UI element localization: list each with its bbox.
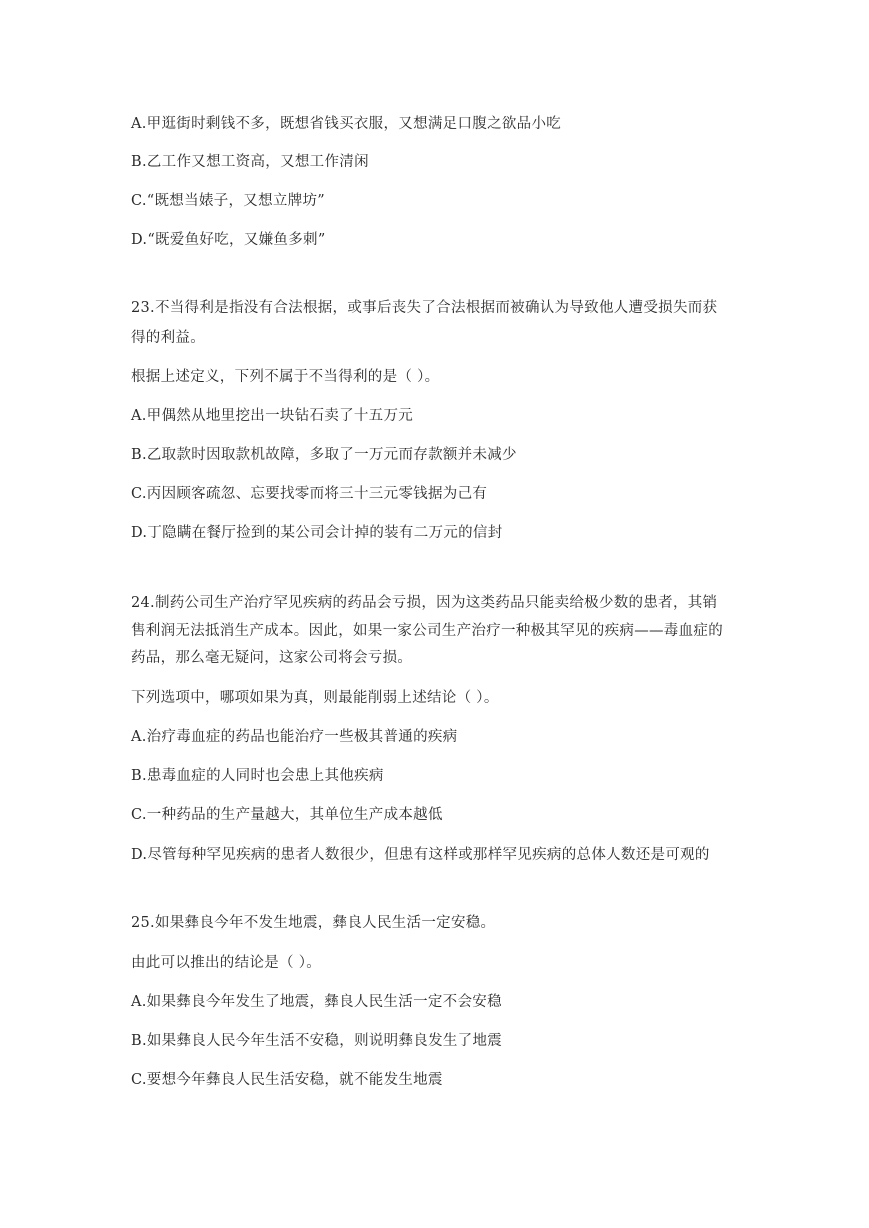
q22-option-d: D.“既爱鱼好吃，又嫌鱼多刺” xyxy=(131,232,326,248)
q24-option-c: C.一种药品的生产量越大，其单位生产成本越低 xyxy=(131,807,443,823)
q24-stem-line-1: 24.制药公司生产治疗罕见疾病的药品会亏损，因为这类药品只能卖给极少数的患者，其销 xyxy=(131,595,718,611)
q23-option-d: D.丁隐瞒在餐厅捡到的某公司会计掉的装有二万元的信封 xyxy=(131,525,503,541)
q23-option-a: A.甲偶然从地里挖出一块钻石卖了十五万元 xyxy=(131,408,414,424)
q25-option-b: B.如果彝良人民今年生活不安稳，则说明彝良发生了地震 xyxy=(131,1033,503,1049)
q24-option-d: D.尽管每种罕见疾病的患者人数很少，但患有这样或那样罕见疾病的总体人数还是可观的 xyxy=(131,847,710,863)
q22-option-c: C.“既想当婊子，又想立牌坊” xyxy=(131,193,326,209)
q25-question: 由此可以推出的结论是（ ）。 xyxy=(131,955,322,971)
q22-option-a: A.甲逛街时剩钱不多，既想省钱买衣服，又想满足口腹之欲品小吃 xyxy=(131,116,562,132)
q25-option-a: A.如果彝良今年发生了地震，彝良人民生活一定不会安稳 xyxy=(131,994,502,1010)
q24-stem-line-3: 药品，那么毫无疑问，这家公司将会亏损。 xyxy=(131,650,413,666)
q24-stem-line-2: 售利润无法抵消生产成本。因此，如果一家公司生产治疗一种极其罕见的疾病——毒血症的 xyxy=(131,623,723,639)
q23-option-b: B.乙取款时因取款机故障，多取了一万元而存款额并未减少 xyxy=(131,447,517,463)
q23-option-c: C.丙因顾客疏忽、忘要找零而将三十三元零钱据为己有 xyxy=(131,486,488,502)
q24-option-a: A.治疗毒血症的药品也能治疗一些极其普通的疾病 xyxy=(131,729,458,745)
q22-option-b: B.乙工作又想工资高，又想工作清闲 xyxy=(131,154,369,170)
q24-option-b: B.患毒血症的人同时也会患上其他疾病 xyxy=(131,768,384,784)
q23-stem-line-2: 得的利益。 xyxy=(131,330,205,346)
q24-question: 下列选项中，哪项如果为真，则最能削弱上述结论（ ）。 xyxy=(131,690,499,706)
q25-stem-line-1: 25.如果彝良今年不发生地震，彝良人民生活一定安稳。 xyxy=(131,915,496,931)
q23-stem-line-1: 23.不当得利是指没有合法根据，或事后丧失了合法根据而被确认为导致他人遭受损失而获 xyxy=(131,300,718,316)
q23-question: 根据上述定义，下列不属于不当得利的是（ ）。 xyxy=(131,369,440,385)
q25-option-c: C.要想今年彝良人民生活安稳，就不能发生地震 xyxy=(131,1072,443,1088)
